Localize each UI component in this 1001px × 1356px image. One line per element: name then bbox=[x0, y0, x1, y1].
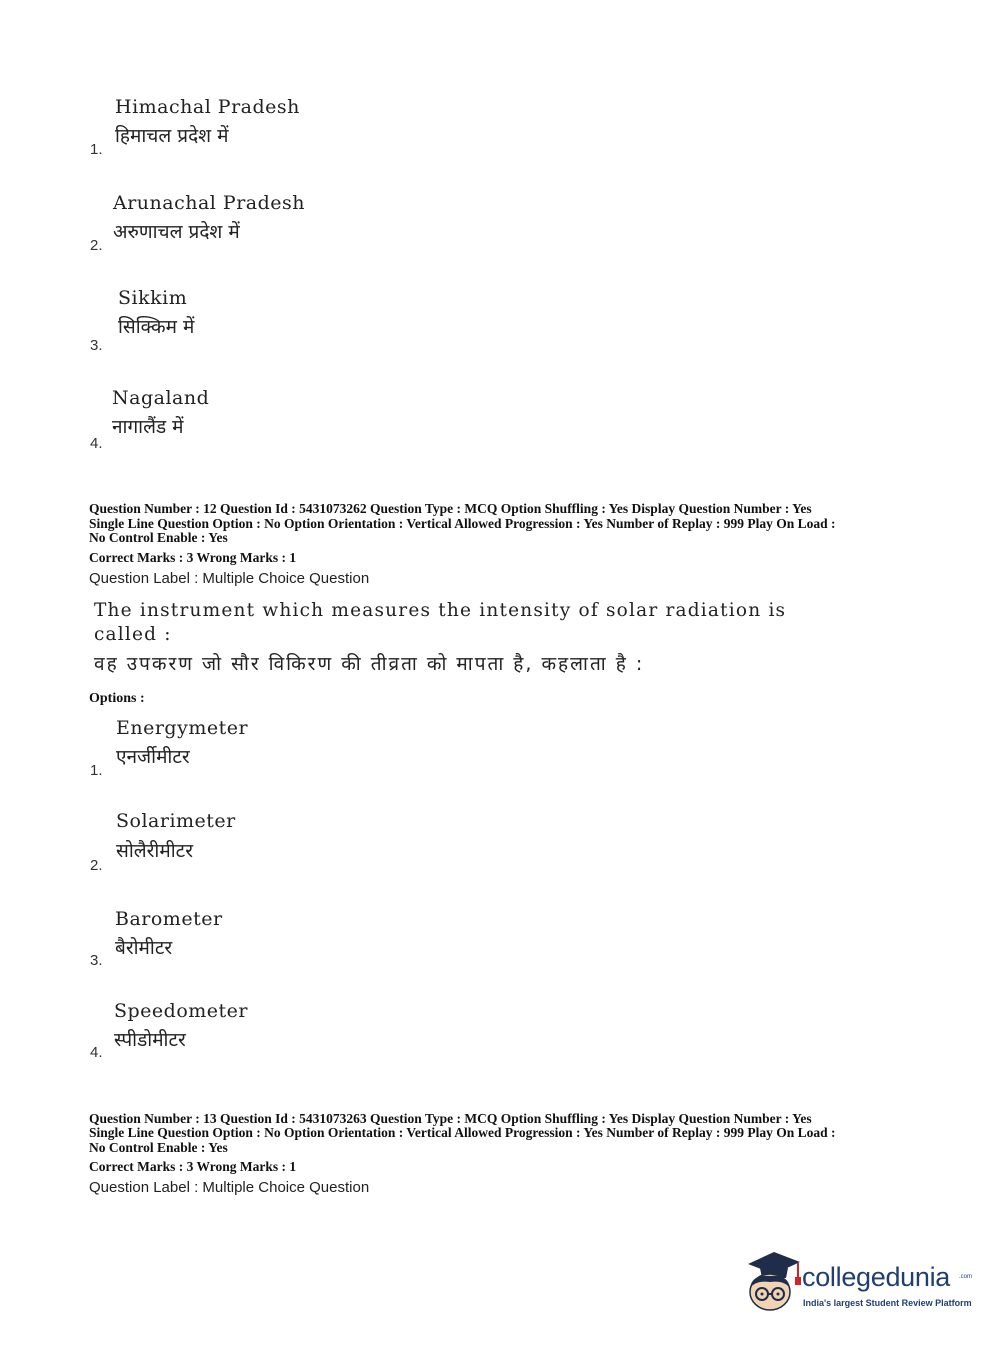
option-text-en: Speedometer bbox=[114, 1000, 248, 1022]
option-number: 4. bbox=[90, 1044, 103, 1061]
question-meta-line: No Control Enable : Yes bbox=[89, 1140, 228, 1155]
student-mascot-icon bbox=[740, 1248, 802, 1314]
option-text-en: Energymeter bbox=[116, 717, 249, 739]
option-text-en: Nagaland bbox=[112, 387, 210, 409]
option-number: 3. bbox=[90, 952, 103, 969]
option-text-en: Himachal Pradesh bbox=[115, 96, 300, 118]
question-label: Question Label : Multiple Choice Question bbox=[89, 570, 370, 587]
question-text-en: called : bbox=[94, 624, 172, 645]
option-text-hi: स्पीडोमीटर bbox=[114, 1029, 186, 1051]
question-meta-line: Question Number : 12 Question Id : 5431073262 Question Type : MCQ Option Shuffling : Yes Display Question Number : Yes bbox=[89, 501, 812, 516]
option-text-hi: अरुणाचल प्रदेश में bbox=[113, 221, 240, 243]
option-text-hi: एनर्जीमीटर bbox=[116, 746, 190, 768]
question-marks: Correct Marks : 3 Wrong Marks : 1 bbox=[89, 1159, 297, 1174]
option-number: 2. bbox=[90, 237, 103, 254]
option-text-en: Barometer bbox=[115, 908, 223, 930]
question-meta-line: No Control Enable : Yes bbox=[89, 530, 228, 545]
option-text-hi: बैरोमीटर bbox=[115, 937, 173, 959]
option-number: 2. bbox=[90, 857, 103, 874]
question-label: Question Label : Multiple Choice Question bbox=[89, 1179, 370, 1196]
question-meta-line: Single Line Question Option : No Option Orientation : Vertical Allowed Progression : Yes Number of Replay : 999 Play On Load : bbox=[89, 1125, 836, 1140]
question-marks: Correct Marks : 3 Wrong Marks : 1 bbox=[89, 550, 297, 565]
option-text-en: Sikkim bbox=[118, 287, 188, 309]
option-number: 4. bbox=[90, 435, 103, 452]
logo-tagline: India's largest Student Review Platform bbox=[803, 1298, 972, 1308]
option-text-hi: सिक्किम में bbox=[118, 316, 195, 338]
options-heading: Options : bbox=[89, 691, 145, 706]
option-number: 3. bbox=[90, 337, 103, 354]
question-text-en: The instrument which measures the intensity of solar radiation is bbox=[94, 600, 787, 621]
option-text-hi: नागालैंड में bbox=[112, 416, 184, 438]
option-number: 1. bbox=[90, 762, 103, 779]
question-meta-line: Question Number : 13 Question Id : 5431073263 Question Type : MCQ Option Shuffling : Yes Display Question Number : Yes bbox=[89, 1111, 812, 1126]
option-text-hi: सोलैरीमीटर bbox=[116, 840, 193, 862]
question-text-hi: वह उपकरण जो सौर विकिरण की तीव्रता को मापता है, कहलाता है : bbox=[94, 653, 645, 675]
logo-wordmark: collegedunia bbox=[802, 1262, 951, 1292]
collegedunia-logo bbox=[740, 1248, 973, 1316]
logo-domain: .com bbox=[959, 1274, 973, 1280]
option-number: 1. bbox=[90, 141, 103, 158]
question-meta-line: Single Line Question Option : No Option Orientation : Vertical Allowed Progression : Yes Number of Replay : 999 Play On Load : bbox=[89, 516, 836, 531]
option-text-hi: हिमाचल प्रदेश में bbox=[115, 125, 229, 147]
option-text-en: Solarimeter bbox=[116, 810, 236, 832]
option-text-en: Arunachal Pradesh bbox=[113, 192, 306, 214]
